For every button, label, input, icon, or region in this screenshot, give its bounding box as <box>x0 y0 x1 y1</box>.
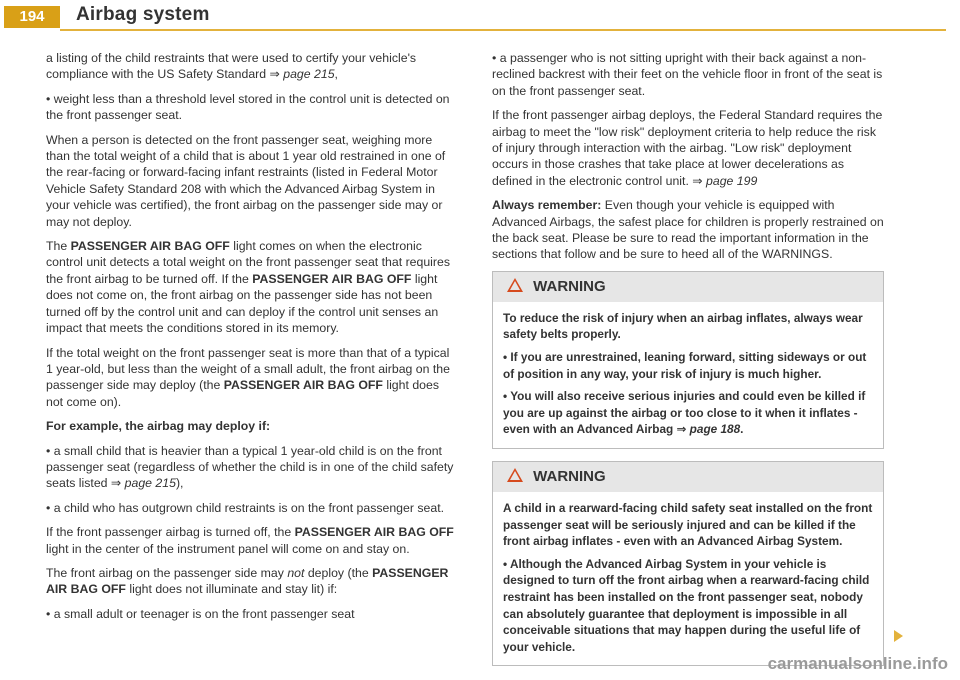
paragraph <box>46 565 456 598</box>
paragraph <box>46 238 456 336</box>
warning-bullet <box>503 388 875 438</box>
text: If the front passenger airbag is turned off, the <box>46 525 292 540</box>
warning-box <box>492 271 884 449</box>
page-reference: page 215 <box>124 476 176 491</box>
text: If the total weight on the front passenger seat is more than that of a typical 1 year-old, but less than the weight of a small adult, the front airbag on the passenger side may deploy (the <box>46 345 450 393</box>
right-column <box>492 50 884 678</box>
indicator-name: PASSENGER AIR BAG OFF <box>294 525 454 540</box>
indicator-name: PASSENGER AIR BAG OFF <box>252 271 412 286</box>
warning-triangle-icon <box>507 278 523 292</box>
paragraph <box>46 524 456 557</box>
warning-bullet: • Although the Advanced Airbag System in your vehicle is designed to turn off the front airbag when a rearward-facing child restraint has been installed on the front passenger seat, nobody can absolutely guarantee that deployment is impossible in all conceivable situations that may happen during the useful life of your vehicle. <box>503 556 870 654</box>
warning-body <box>493 302 883 438</box>
indicator-name: PASSENGER AIR BAG OFF <box>70 239 230 254</box>
text: The <box>46 239 68 254</box>
text: The front airbag on the passenger side may <box>46 565 284 580</box>
text: , <box>334 67 338 82</box>
text: light does not illuminate and stay lit) if: <box>129 582 338 597</box>
text: light in the center of the instrument panel will come on and stay on. <box>46 541 410 556</box>
warning-title: WARNING <box>533 277 606 295</box>
page-reference: page 215 <box>283 67 335 82</box>
warning-triangle-icon <box>507 468 523 482</box>
bullet-item: • weight less than a threshold level stored in the control unit is detected on the front passenger seat. <box>46 91 450 123</box>
continue-arrow-icon <box>894 630 903 642</box>
warning-header <box>493 272 883 302</box>
emphasis-label: Always remember: <box>492 198 602 213</box>
paragraph <box>492 197 884 263</box>
bullet-item: • a passenger who is not sitting upright with their back against a non-reclined backrest with their feet on the vehicle floor in front of the seat is on the front passenger seat. <box>492 51 883 98</box>
subheading: For example, the airbag may deploy if: <box>46 419 271 434</box>
section-title: Airbag system <box>76 4 210 25</box>
watermark: carmanualsonline.info <box>767 654 948 673</box>
warning-body <box>493 492 883 655</box>
left-column <box>46 50 456 630</box>
bullet-item: • a child who has outgrown child restraints is on the front passenger seat. <box>46 500 445 515</box>
header-rule <box>60 29 946 31</box>
page-number: 194 <box>4 6 60 28</box>
text: If the front passenger airbag deploys, the Federal Standard requires the airbag to meet the "low risk" deployment criteria to help reduce the risk of injury through interaction with the airbag. "Low risk" deployment occurs in those crashes that take place at lower decelerations as defined in the electronic control unit. ⇒ <box>492 108 883 188</box>
text: light does not come on). <box>46 378 439 409</box>
warning-text: To reduce the risk of injury when an airbag inflates, always wear safety belts properly. <box>503 310 863 342</box>
warning-box <box>492 461 884 666</box>
bullet-item <box>46 443 456 492</box>
text: light comes on when the electronic control unit detects a total weight on the front passenger seat that requires the front airbag to be turned off. If the <box>46 239 450 286</box>
page-header <box>0 4 960 30</box>
indicator-name: PASSENGER AIR BAG OFF <box>223 378 383 393</box>
page-reference: page 199 <box>706 173 758 188</box>
text: • You will also receive serious injuries and could even be killed if you are up against the airbag or too close to it when it inflates - even with an Advanced Airbag ⇒ <box>503 389 866 437</box>
warning-header <box>493 462 883 492</box>
warning-title: WARNING <box>533 468 606 486</box>
indicator-name: PASSENGER AIR BAG OFF <box>46 565 449 597</box>
text: • a small child that is heavier than a typical 1 year-old child is on the front passenger seat (regardless of whether the child is in one of the child safety seats listed ⇒ <box>46 443 454 491</box>
warning-bullet: • If you are unrestrained, leaning forward, sitting sideways or out of position in any way, your risk of injury is much higher. <box>503 350 867 381</box>
paragraph: When a person is detected on the front passenger seat, weighing more than the total weight of a child that is about 1 year old restrained in one of the rear-facing or forward-facing infant restraints (listed in Federal Motor Vehicle Safety Standard 208 with which the Advanced Airbag System in your vehicle was certified), the front airbag on the passenger side may or may not deploy. <box>46 132 446 229</box>
paragraph <box>492 107 884 189</box>
paragraph <box>46 50 456 83</box>
text: light does not come on, the front airbag on the passenger side has not been turned off by the control unit and can deploy if the control unit senses an impact that meets the conditions stored in its memory. <box>46 271 439 336</box>
bullet-item: • a small adult or teenager is on the front passenger seat <box>46 606 355 621</box>
text: . <box>740 422 744 437</box>
paragraph <box>46 345 456 411</box>
text: ), <box>175 476 184 491</box>
text: Even though your vehicle is equipped with Advanced Airbags, the safest place for children is properly restrained on the back seat. Please be sure to read the important information in the sections that follow and be sure to heed all of the WARNINGS. <box>492 198 884 262</box>
text: deploy (the <box>307 565 369 580</box>
text: a listing of the child restraints that were used to certify your vehicle's compliance with the US Safety Standard ⇒ <box>46 51 417 82</box>
emphasis: not <box>287 565 305 580</box>
warning-text: A child in a rearward-facing child safety seat installed on the front passenger seat will be seriously injured and can be killed if the front airbag inflates - even with an Advanced Airbag System. <box>503 501 873 549</box>
page-reference: page 188 <box>689 422 741 437</box>
